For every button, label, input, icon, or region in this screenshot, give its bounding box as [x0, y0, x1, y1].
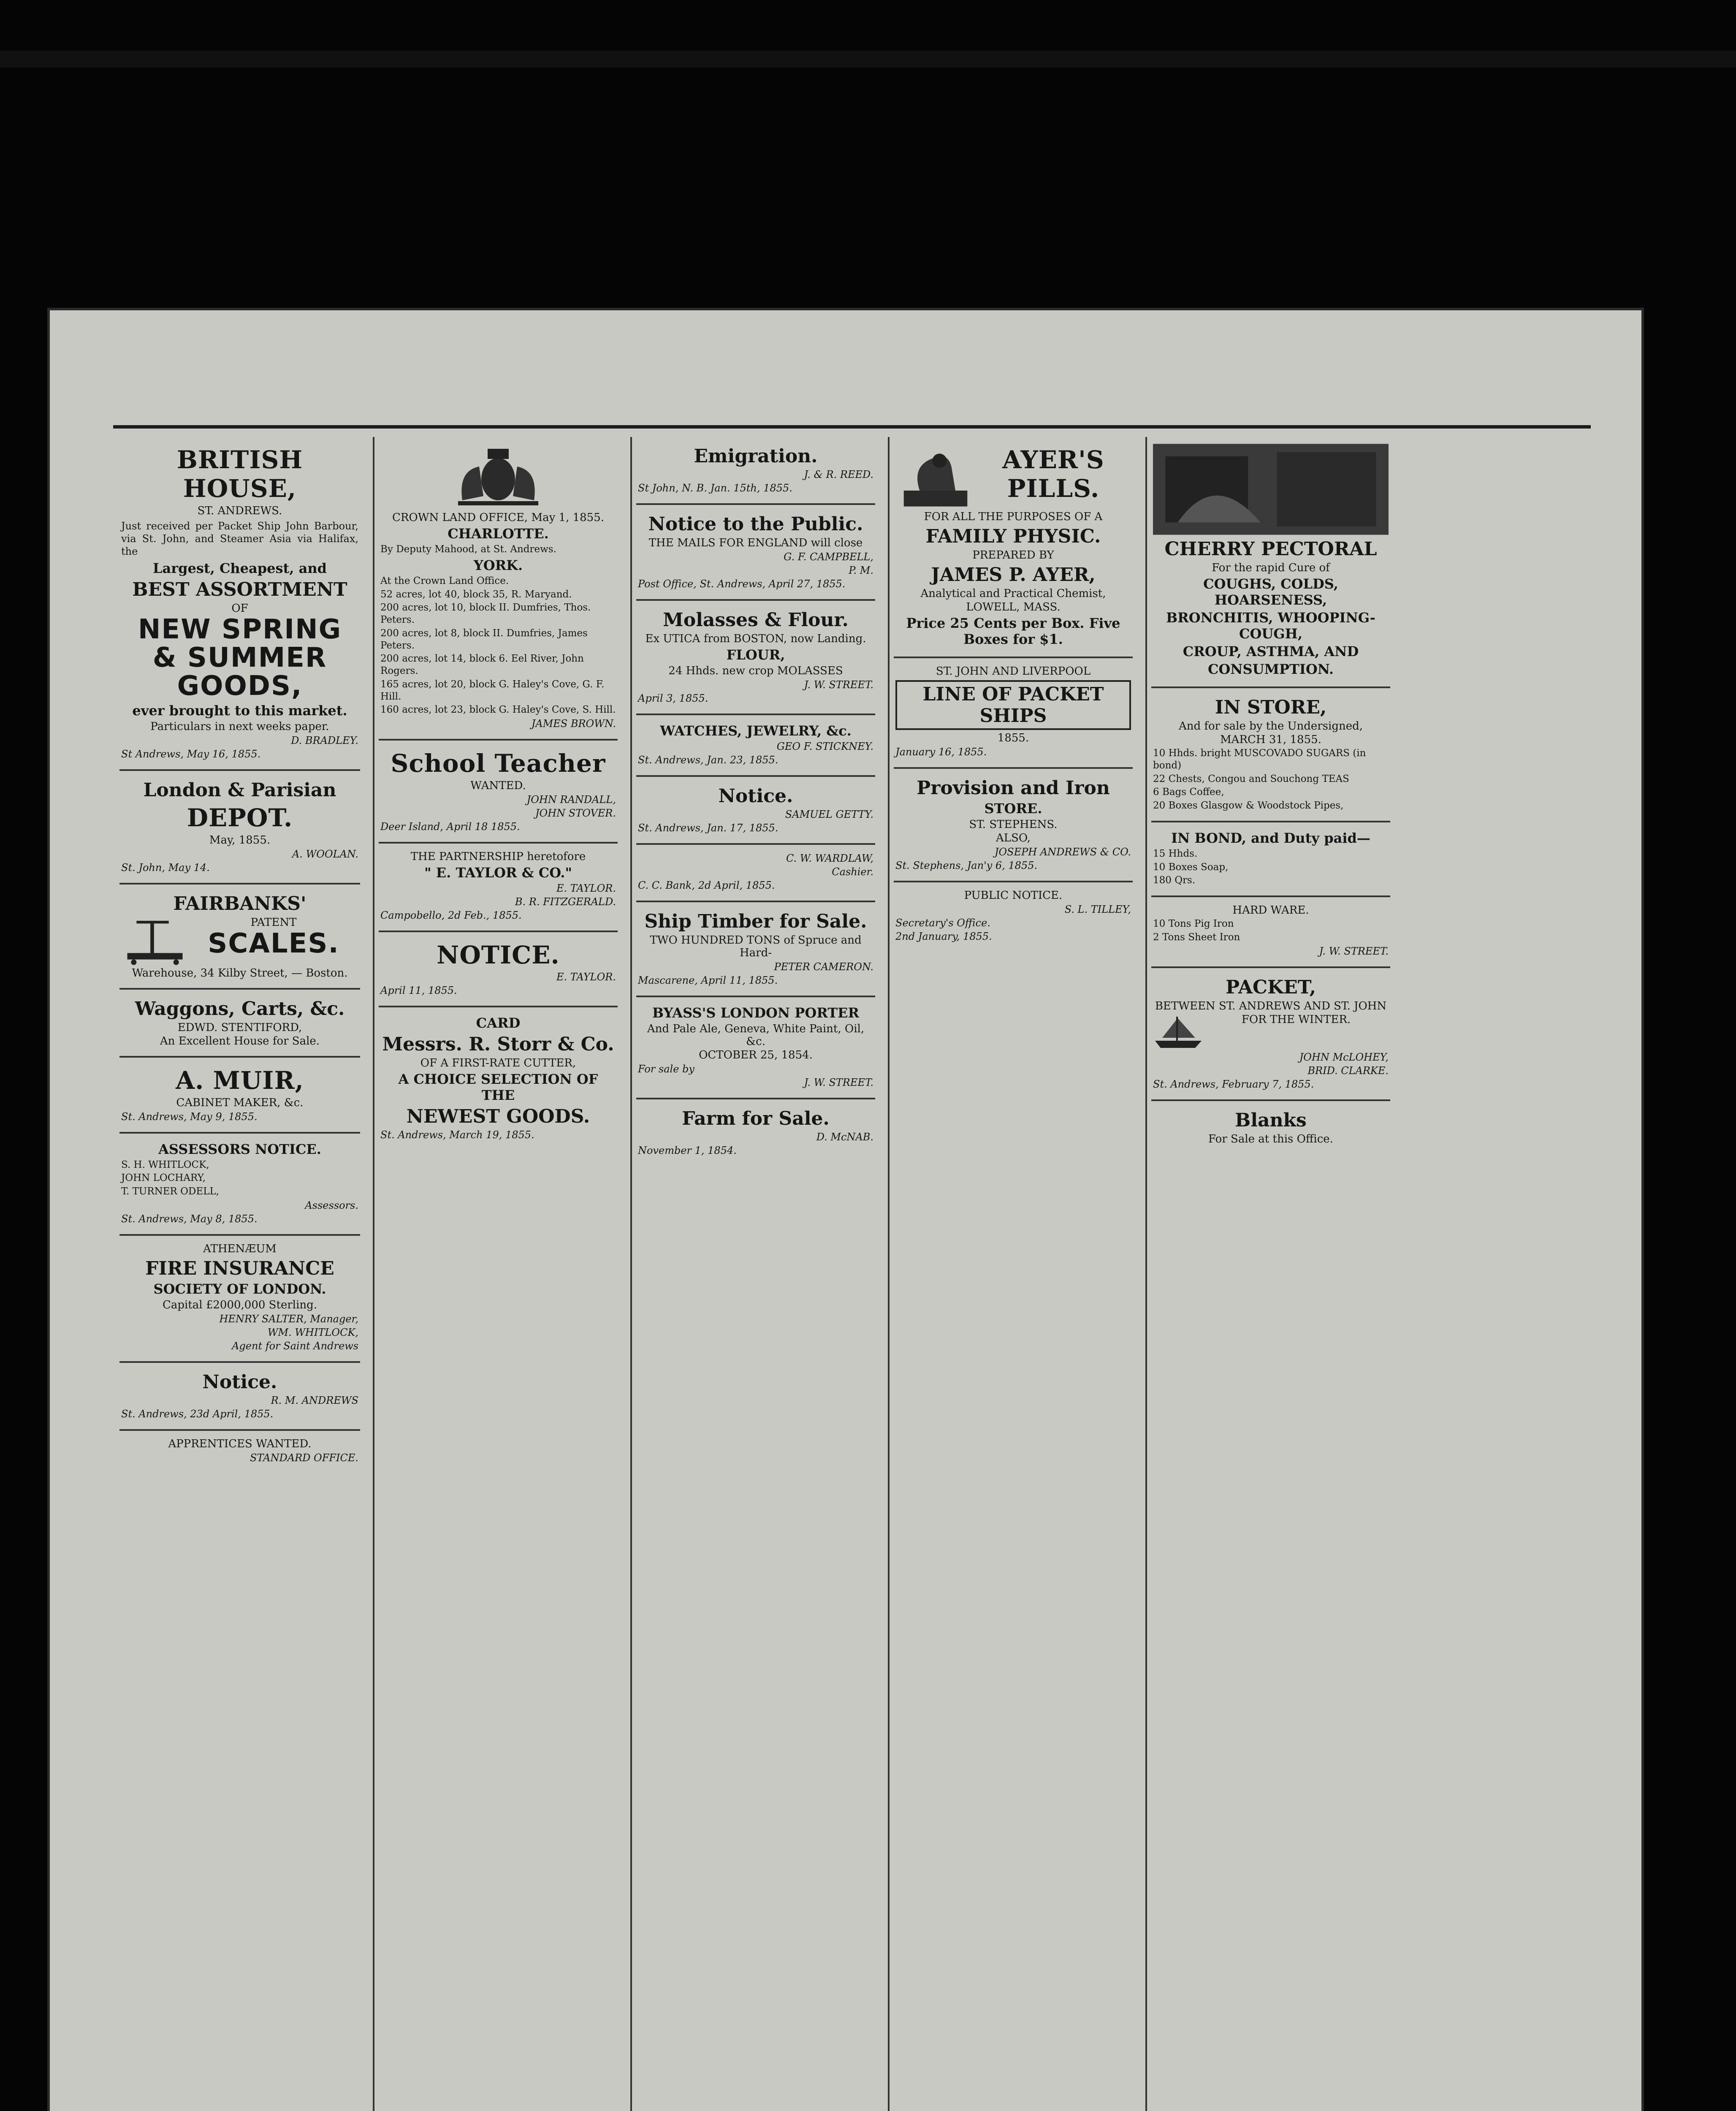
ad-subtitle: THE PARTNERSHIP heretofore: [410, 850, 586, 863]
ad-line: JOHN STOVER.: [535, 807, 616, 819]
ad-partnership: [379, 844, 618, 932]
column-1: [115, 437, 364, 2111]
ad-line: Particulars in next weeks paper.: [150, 720, 329, 733]
ad-molasses-flour: [636, 601, 875, 715]
ad-farm-for-sale: [636, 1099, 875, 1166]
ad-line: OF: [231, 602, 248, 615]
ad-storr-card: [379, 1007, 618, 1150]
ad-date: C. C. Bank, 2d April, 1855.: [638, 879, 775, 891]
ad-line: G. F. CAMPBELL,: [784, 551, 873, 563]
ad-assessors-notice: [119, 1134, 360, 1236]
ad-line: Analytical and Practical Chemist,: [920, 587, 1106, 600]
ad-blanks: [1151, 1101, 1390, 1154]
ad-line: JAMES P. AYER,: [931, 564, 1096, 586]
ad-signature: A. WOOLAN.: [292, 848, 358, 860]
ad-subtitle: And Pale Ale, Geneva, White Paint, Oil, &c.: [647, 1023, 865, 1048]
ad-title: Waggons, Carts, &c.: [135, 998, 345, 1020]
ad-line: GEO F. STICKNEY.: [776, 741, 873, 752]
ad-line: T. TURNER ODELL,: [121, 1186, 220, 1197]
ad-apprentices-wanted: [119, 1431, 360, 1473]
ad-subtitle: EDWD. STENTIFORD,: [177, 1021, 302, 1034]
ad-title: ASSESSORS NOTICE.: [158, 1141, 321, 1157]
ad-date: January 16, 1855.: [895, 746, 987, 758]
ad-date: Post Office, St. Andrews, April 27, 1855.: [638, 578, 846, 590]
ad-title: Notice.: [718, 785, 793, 807]
ad-line: YORK.: [473, 557, 523, 573]
ad-a-muir: [119, 1058, 360, 1134]
ad-title: Notice.: [202, 1371, 277, 1393]
ad-title: PUBLIC NOTICE.: [964, 889, 1063, 902]
ad-cherry-pectoral: [1151, 437, 1390, 688]
ad-line: OF A FIRST-RATE CUTTER,: [420, 1057, 576, 1069]
ad-date: Deer Island, April 18 1855.: [380, 821, 520, 833]
ad-title: FAIRBANKS': [173, 893, 307, 914]
ad-subtitle: And for sale by the Undersigned,: [1178, 720, 1363, 733]
ad-line: SCALES.: [208, 928, 339, 959]
ad-date: Mascarene, April 11, 1855.: [638, 974, 778, 986]
ad-line: BRID. CLARKE.: [1307, 1064, 1389, 1077]
ad-line: " E. TAYLOR & CO.": [424, 865, 572, 881]
ad-subtitle: WANTED.: [470, 779, 526, 792]
ad-title: PACKET,: [1225, 976, 1316, 998]
ad-line: GOODS,: [177, 670, 303, 702]
ad-title: BYASS'S LONDON PORTER: [652, 1005, 860, 1021]
ad-line: E. TAYLOR.: [556, 882, 616, 894]
ad-line: Agent for Saint Andrews: [232, 1340, 358, 1352]
ad-british-house: [119, 437, 360, 771]
ad-line: FOR THE WINTER.: [1241, 1013, 1351, 1026]
ad-subtitle: CROWN LAND OFFICE, May 1, 1855.: [392, 511, 605, 524]
ad-line: 165 acres, lot 20, block G. Haley's Cove, G. F. Hill.: [380, 678, 605, 702]
ad-date: April 11, 1855.: [380, 985, 457, 996]
ad-ship-timber: [636, 902, 875, 997]
ad-line: S. L. TILLEY,: [1064, 904, 1131, 915]
ad-line: J. W. STREET.: [804, 1077, 873, 1088]
ad-line: Cashier.: [832, 866, 873, 878]
ad-subtitle: CABINET MAKER, &c.: [176, 1096, 304, 1109]
ad-line: A CHOICE SELECTION OF THE: [398, 1071, 598, 1103]
ad-notice-getty: [636, 777, 875, 845]
ad-date: St. Andrews, Jan. 23, 1855.: [638, 754, 778, 766]
ad-line: COUGHS, COLDS, HOARSENESS,: [1203, 576, 1338, 608]
ad-line: 20 Boxes Glasgow & Woodstock Pipes,: [1153, 800, 1344, 811]
ad-title: London & Parisian: [143, 779, 336, 801]
ad-line: Secretary's Office.: [895, 917, 990, 929]
ad-line: P. M.: [849, 564, 873, 576]
ad-subtitle: For Sale at this Office.: [1208, 1132, 1333, 1145]
ad-line: MARCH 31, 1855.: [1220, 733, 1321, 746]
ad-date: St. Andrews, May 9, 1855.: [121, 1110, 258, 1123]
lion-crest-illustration: [895, 443, 976, 510]
ad-title: Molasses & Flour.: [663, 609, 849, 631]
ad-subtitle: BETWEEN ST. ANDREWS AND ST. JOHN: [1155, 999, 1387, 1012]
ad-provision-iron-store: [894, 769, 1133, 882]
ad-waggons-carts: [119, 990, 360, 1058]
ad-title: CHERRY PECTORAL: [1164, 538, 1377, 560]
ad-title: HARD WARE.: [1232, 904, 1309, 917]
ad-line: Warehouse, 34 Kilby Street, — Boston.: [132, 966, 348, 980]
ad-line: 6 Bags Coffee,: [1153, 787, 1224, 798]
ad-watches-jewelry: [636, 715, 875, 777]
ad-date: November 1, 1854.: [638, 1145, 737, 1156]
ad-line: ever brought to this market.: [132, 702, 347, 719]
ad-subtitle: ST. JOHN AND LIVERPOOL: [936, 665, 1091, 678]
ad-subtitle: For the rapid Cure of: [1212, 562, 1330, 574]
ad-line: NEW SPRING & SUMMER: [138, 614, 342, 674]
ad-title: APPRENTICES WANTED.: [168, 1437, 312, 1450]
ad-date: For sale by: [638, 1063, 694, 1075]
ad-title: WATCHES, JEWELRY, &c.: [660, 723, 852, 739]
ad-line: 160 acres, lot 23, block G. Haley's Cove, S. Hill.: [380, 704, 616, 716]
ad-line: CHARLOTTE.: [448, 526, 549, 542]
ad-line: SOCIETY OF LONDON.: [153, 1281, 326, 1297]
column-2: [373, 437, 622, 2111]
ad-in-bond: [1151, 822, 1390, 897]
column-5: [1145, 437, 1394, 2111]
ad-public-notice: [894, 882, 1133, 952]
ad-notice-andrews: [119, 1363, 360, 1431]
ad-line: May, 1855.: [209, 833, 271, 847]
ad-date: St. Andrews, May 8, 1855.: [121, 1213, 258, 1225]
ad-line: S. H. WHITLOCK,: [121, 1159, 209, 1170]
ad-subtitle: STORE.: [984, 800, 1042, 817]
ad-title: NOTICE.: [437, 941, 560, 969]
ad-line: J. W. STREET.: [1319, 945, 1389, 957]
ad-notice-public: [636, 505, 875, 601]
ad-subtitle: TWO HUNDRED TONS of Spruce and Hard-: [650, 934, 862, 959]
ad-subtitle: FOR ALL THE PURPOSES OF A: [924, 510, 1103, 523]
ad-title: LINE OF PACKET SHIPS: [895, 680, 1131, 730]
ad-line: By Deputy Mahood, at St. Andrews.: [380, 544, 556, 555]
ad-title: Provision and Iron: [917, 777, 1110, 799]
ad-line: 10 Tons Pig Iron: [1153, 918, 1234, 929]
ad-fairbanks-scales: [119, 885, 360, 990]
ad-line: 22 Chests, Congou and Souchong TEAS: [1153, 773, 1349, 784]
ad-line: STANDARD OFFICE.: [250, 1452, 358, 1464]
ad-line: B. R. FITZGERALD.: [515, 896, 616, 908]
ad-date: St. Stephens, Jan'y 6, 1855.: [895, 860, 1038, 871]
ad-subtitle: THE MAILS FOR ENGLAND will close: [648, 537, 863, 549]
ad-line: HENRY SALTER, Manager,: [219, 1313, 358, 1325]
ad-date: St. Andrews, February 7, 1855.: [1153, 1078, 1314, 1090]
ad-crown-land-office: [379, 437, 618, 741]
ad-title: Ship Timber for Sale.: [644, 911, 867, 932]
ad-line: At the Crown Land Office.: [380, 575, 509, 586]
ship-illustration: [1153, 1013, 1204, 1051]
ad-title: Emigration.: [694, 445, 818, 467]
ad-date: Campobello, 2d Feb., 1855.: [380, 909, 522, 921]
ad-line: 200 acres, lot 10, block II. Dumfries, Thos. Peters.: [380, 602, 591, 625]
ad-subtitle: DEPOT.: [187, 803, 293, 832]
ad-line: LOWELL, MASS.: [966, 601, 1061, 613]
ad-title: AYER'S PILLS.: [1002, 445, 1104, 503]
ad-byass-porter: [636, 997, 875, 1099]
ad-line: Price 25 Cents per Box. Five Boxes for $1.: [906, 615, 1120, 647]
ad-line: An Excellent House for Sale.: [160, 1034, 320, 1047]
ad-date: St. Andrews, March 19, 1855.: [380, 1129, 534, 1141]
ad-line: NEWEST GOODS.: [406, 1106, 590, 1127]
ad-line: JOHN McLOHEY,: [1299, 1051, 1389, 1063]
ad-line: FAMILY PHYSIC.: [925, 526, 1101, 547]
ad-line: SAMUEL GETTY.: [785, 809, 873, 820]
ad-line: 200 acres, lot 8, block II. Dumfries, James Peters.: [380, 627, 588, 651]
ad-line: Just received per Packet Ship John Barbour, via St. John, and Steamer Asia via Halifax, the: [121, 520, 358, 557]
ad-line: WM. WHITLOCK,: [267, 1326, 358, 1338]
ad-line: PETER CAMERON.: [774, 961, 873, 973]
ad-line: PREPARED BY: [972, 549, 1054, 562]
ad-subtitle: PATENT: [250, 916, 297, 929]
ad-line: J. W. STREET.: [804, 679, 873, 691]
ad-line: E. TAYLOR.: [556, 971, 616, 983]
ad-line: 10 Hhds. bright MUSCOVADO SUGARS (in bond): [1153, 748, 1366, 771]
ad-title: IN BOND, and Duty paid—: [1171, 830, 1370, 846]
ad-signature: JAMES BROWN.: [531, 718, 616, 730]
column-4: [888, 437, 1137, 2111]
ad-athenaeum-insurance: [119, 1236, 360, 1363]
page-top-rule: [113, 425, 1591, 429]
ad-date: St. John, May 14.: [121, 861, 210, 874]
ad-line: Capital £2000,000 Sterling.: [162, 1298, 317, 1311]
ad-ayers-pills: [894, 437, 1133, 658]
column-3: [630, 437, 879, 2111]
ad-line: 200 acres, lot 14, block 6. Eel River, John Rogers.: [380, 653, 584, 676]
ad-date: April 3, 1855.: [638, 692, 708, 704]
ad-line: BEST ASSORTMENT: [132, 579, 347, 600]
ad-title: School Teacher: [391, 749, 606, 778]
ad-line: Largest, Cheapest, and: [153, 560, 327, 576]
ad-line: R. M. ANDREWS: [271, 1394, 358, 1406]
ad-line: 180 Qrs.: [1153, 875, 1196, 886]
ad-packet-ships: [894, 658, 1133, 769]
ad-line: OCTOBER 25, 1854.: [699, 1049, 813, 1061]
pectoral-illustration: [1153, 443, 1389, 536]
ad-date: 2nd January, 1855.: [895, 931, 992, 942]
ad-line: ALSO,: [996, 832, 1031, 844]
ad-line: BRONCHITIS, WHOOPING-COUGH,: [1166, 610, 1375, 642]
ad-date: St. Andrews, Jan. 17, 1855.: [638, 822, 778, 834]
ad-date: St. Andrews, 23d April, 1855.: [121, 1408, 274, 1420]
royal-arms-emblem: [450, 445, 547, 509]
ad-line: 52 acres, lot 40, block 35, R. Maryand.: [380, 589, 572, 600]
ad-subtitle: ST. ANDREWS.: [197, 505, 282, 517]
ad-packet-winter: [1151, 968, 1390, 1101]
ad-title: Farm for Sale.: [682, 1108, 830, 1129]
ad-school-teacher: [379, 741, 618, 844]
ad-line: FLOUR,: [726, 647, 785, 663]
ad-line: 1855.: [997, 732, 1029, 744]
ad-emigration: [636, 437, 875, 505]
ad-bank-notice: [636, 845, 875, 902]
ad-line: CROUP, ASTHMA, AND: [1183, 643, 1359, 659]
ad-line: 10 Boxes Soap,: [1153, 861, 1229, 873]
ad-date: St John, N. B. Jan. 15th, 1855.: [638, 482, 792, 494]
ad-title: Blanks: [1235, 1109, 1307, 1131]
ad-signature: Assessors.: [305, 1199, 358, 1211]
ad-line: C. W. WARDLAW,: [786, 852, 873, 864]
ad-date: St Andrews, May 16, 1855.: [121, 748, 261, 760]
ad-subtitle: Ex UTICA from BOSTON, now Landing.: [645, 632, 866, 645]
newspaper-page: [50, 310, 1641, 2111]
ad-subtitle: Messrs. R. Storr & Co.: [382, 1034, 614, 1055]
ad-title: IN STORE,: [1215, 697, 1327, 718]
ad-title: BRITISH HOUSE,: [176, 445, 303, 503]
ad-line: D. McNAB.: [816, 1131, 873, 1143]
ad-line: JOHN LOCHARY,: [121, 1172, 206, 1184]
ad-line: JOSEPH ANDREWS & CO.: [994, 846, 1131, 858]
ad-london-parisian-depot: [119, 771, 360, 885]
ad-line: 15 Hhds.: [1153, 848, 1198, 859]
scale-illustration: [121, 916, 189, 967]
ad-notice-taylor: [379, 932, 618, 1007]
ad-line: JOHN RANDALL,: [526, 794, 616, 806]
ad-title: Notice to the Public.: [648, 513, 863, 535]
ad-subtitle: FIRE INSURANCE: [145, 1257, 334, 1279]
film-edge-top: [0, 51, 1736, 68]
ad-line: CONSUMPTION.: [1207, 661, 1334, 677]
ad-title: ATHENÆUM: [203, 1242, 277, 1255]
ad-line: J. & R. REED.: [804, 469, 873, 480]
ad-line: 24 Hhds. new crop MOLASSES: [668, 665, 843, 677]
ad-title: A. MUIR,: [176, 1066, 304, 1095]
ad-in-store: [1151, 688, 1390, 822]
ad-line: 2 Tons Sheet Iron: [1153, 931, 1240, 943]
ad-signature: D. BRADLEY.: [291, 734, 358, 746]
ad-hard-ware: [1151, 897, 1390, 968]
ad-title: CARD: [476, 1015, 521, 1031]
ad-line: ST. STEPHENS.: [969, 818, 1058, 831]
